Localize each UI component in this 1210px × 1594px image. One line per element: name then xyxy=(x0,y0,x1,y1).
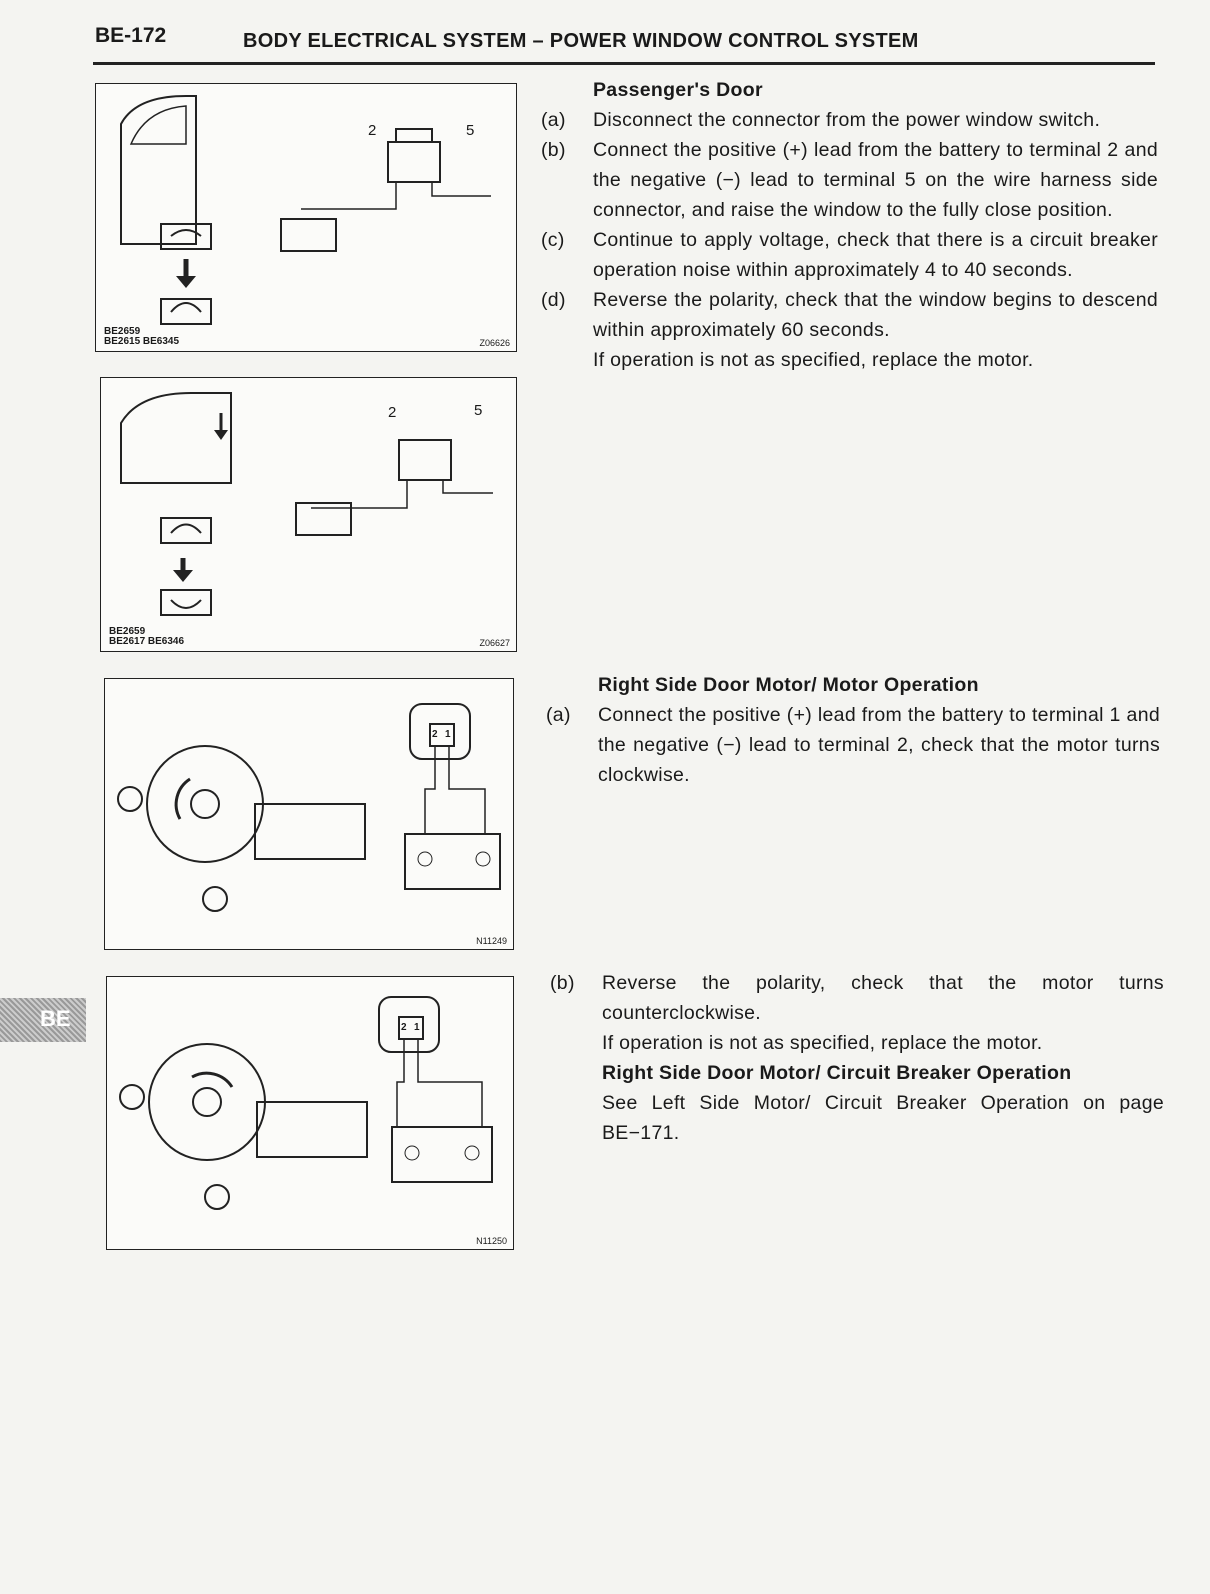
step-text: Continue to apply voltage, check that there is a circuit breaker operation noise within approximately 4 to 40 seconds. xyxy=(593,229,1158,281)
page-number: BE-172 xyxy=(95,24,167,47)
door-diagram-icon xyxy=(96,84,516,351)
figure-code: BE2617 BE6346 xyxy=(109,636,185,647)
step-label: (a) xyxy=(541,109,566,131)
step-label: (d) xyxy=(541,289,566,311)
terminal-label: 2 xyxy=(388,404,397,421)
terminal-label: 2 xyxy=(432,729,438,740)
circuit-breaker-section xyxy=(550,968,1164,1148)
step-text: Connect the positive (+) lead from the battery to terminal 1 and the negative (−) lead to terminal 2, check that the motor turns clockwise. xyxy=(598,704,1160,786)
figure-id: Z06626 xyxy=(479,338,510,348)
page-title: BODY ELECTRICAL SYSTEM – POWER WINDOW CONTROL SYSTEM xyxy=(243,30,919,52)
reference-text: See Left Side Motor/ Circuit Breaker Operation on page BE−171. xyxy=(602,1092,1164,1144)
section-heading: Right Side Door Motor/ Circuit Breaker Operation xyxy=(602,1062,1072,1084)
note-text: If operation is not as specified, replace the motor. xyxy=(593,349,1034,371)
step-label: (c) xyxy=(541,229,565,251)
section-tab xyxy=(0,998,86,1042)
step-label: (b) xyxy=(541,139,566,161)
door-diagram-icon xyxy=(101,378,516,651)
terminal-label: 5 xyxy=(466,122,475,139)
figure-id: N11250 xyxy=(476,1236,507,1246)
passenger-door-section xyxy=(541,75,1158,375)
figure-code: BE2659 xyxy=(109,626,146,637)
figure-id: N11249 xyxy=(476,936,507,946)
terminal-label: 2 xyxy=(368,122,377,139)
note-text: If operation is not as specified, replace the motor. xyxy=(602,1032,1043,1054)
section-tab-label: BE xyxy=(40,1006,71,1031)
figure-code: BE2615 BE6345 xyxy=(104,336,180,347)
step-text: Reverse the polarity, check that the motor turns counterclockwise. xyxy=(602,972,1164,1024)
terminal-label: 1 xyxy=(445,729,451,740)
terminal-label: 1 xyxy=(414,1022,420,1033)
figure-id: Z06627 xyxy=(479,638,510,648)
figure-code: BE2659 xyxy=(104,326,141,337)
step-text: Reverse the polarity, check that the window begins to descend within approximately 60 seconds. xyxy=(593,289,1158,341)
figure-motor-counterclockwise xyxy=(106,976,514,1250)
step-text: Connect the positive (+) lead from the battery to terminal 2 and the negative (−) lead to terminal 5 on the wire harness side connector, and raise the window to the fully close position. xyxy=(593,139,1158,221)
terminal-label: 5 xyxy=(474,402,483,419)
section-heading: Passenger's Door xyxy=(593,79,763,101)
motor-diagram-icon xyxy=(105,679,513,949)
figure-door-connector-2 xyxy=(100,377,517,652)
motor-diagram-icon xyxy=(107,977,513,1249)
motor-operation-section xyxy=(546,670,1160,790)
step-label: (b) xyxy=(550,972,575,994)
figure-motor-clockwise xyxy=(104,678,514,950)
step-label: (a) xyxy=(546,704,571,726)
section-heading: Right Side Door Motor/ Motor Operation xyxy=(598,674,979,696)
figure-door-connector-1 xyxy=(95,83,517,352)
terminal-label: 2 xyxy=(401,1022,407,1033)
step-text: Disconnect the connector from the power window switch. xyxy=(593,109,1101,131)
header-rule xyxy=(93,62,1155,65)
